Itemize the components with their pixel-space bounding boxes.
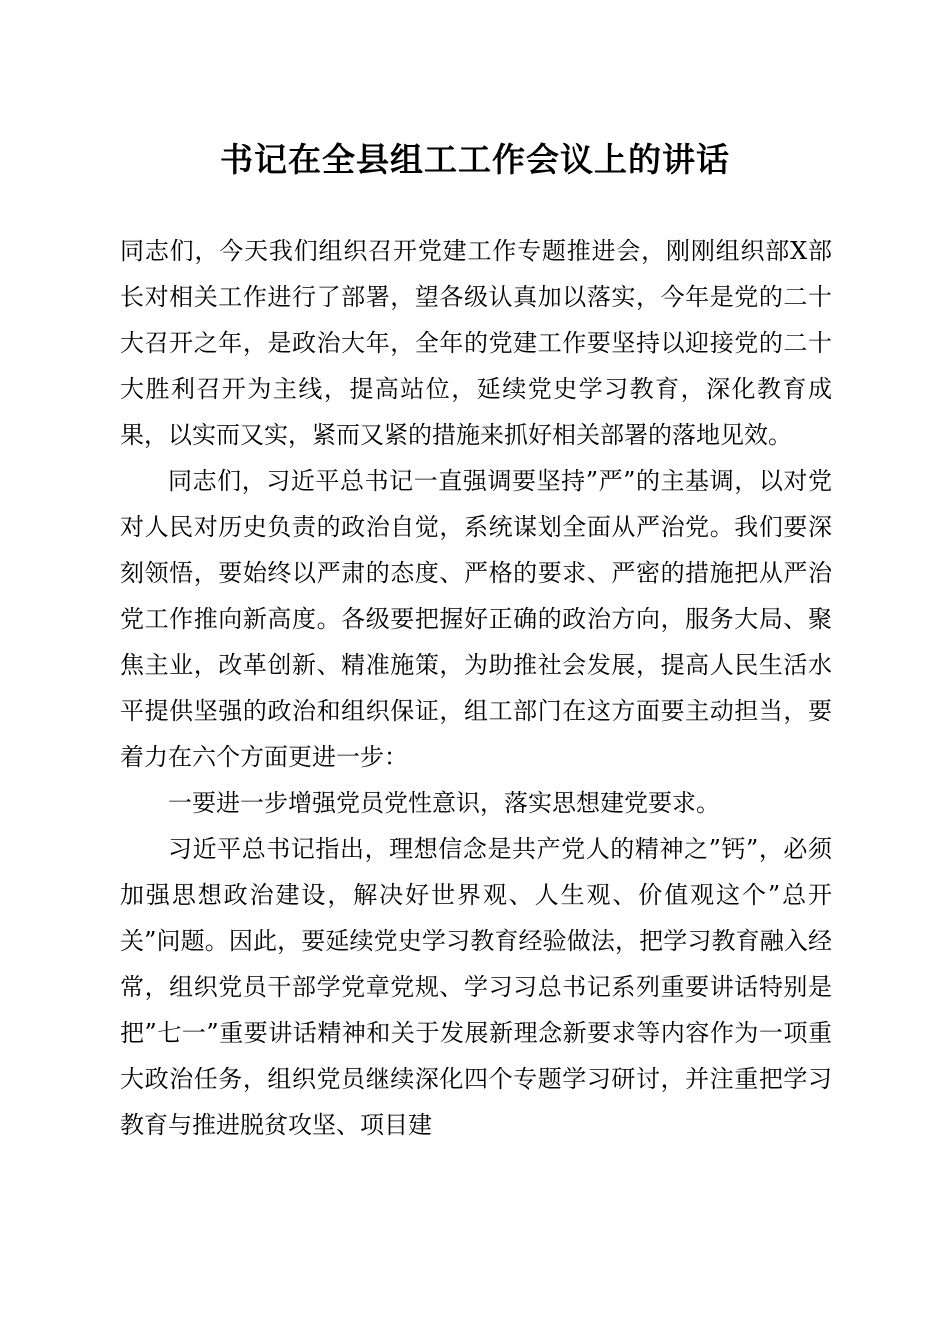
paragraph-1: 同志们，今天我们组织召开党建工作专题推进会，刚刚组织部X部长对相关工作进行了部署，望各级认真加以落实，今年是党的二十大召开之年，是政治大年，全年的党建工作要坚持以迎接党的二十大胜利召开为主线，提高站位，延续党史学习教育，深化教育成果，以实而又实，紧而又紧的措施来抓好相关部署的落地见效。 — [120, 237, 832, 449]
paragraph-4: 习近平总书记指出，理想信念是共产党人的精神之”钙”，必须加强思想政治建设，解决好世界观、人生观、价值观这个”总开关”问题。因此，要延续党史学习教育经验做法，把学习教育融入经常，组织党员干部学党章党规、学习习总书记系列重要讲话特别是把”七一”重要讲话精神和关于发展新理念新要求等内容作为一项重大政治任务，组织党员继续深化四个专题学习研讨，并注重把学习教育与推进脱贫攻坚、项目建 — [120, 835, 832, 1139]
paragraph-2: 同志们，习近平总书记一直强调要坚持”严”的主基调，以对党对人民对历史负责的政治自觉，系统谋划全面从严治党。我们要深刻领悟，要始终以严肃的态度、严格的要求、严密的措施把从严治党工作推向新高度。各级要把握好正确的政治方向，服务大局、聚焦主业，改革创新、精准施策，为助推社会发展，提高人民生活水平提供坚强的政治和组织保证，组工部门在这方面要主动担当，要着力在六个方面更进一步： — [120, 467, 832, 771]
document-body — [120, 228, 832, 1148]
document-title: 书记在全县组工工作会议上的讲话 — [220, 140, 730, 179]
paragraph-3-heading: 一要进一步增强党员党性意识，落实思想建党要求。 — [168, 789, 720, 817]
